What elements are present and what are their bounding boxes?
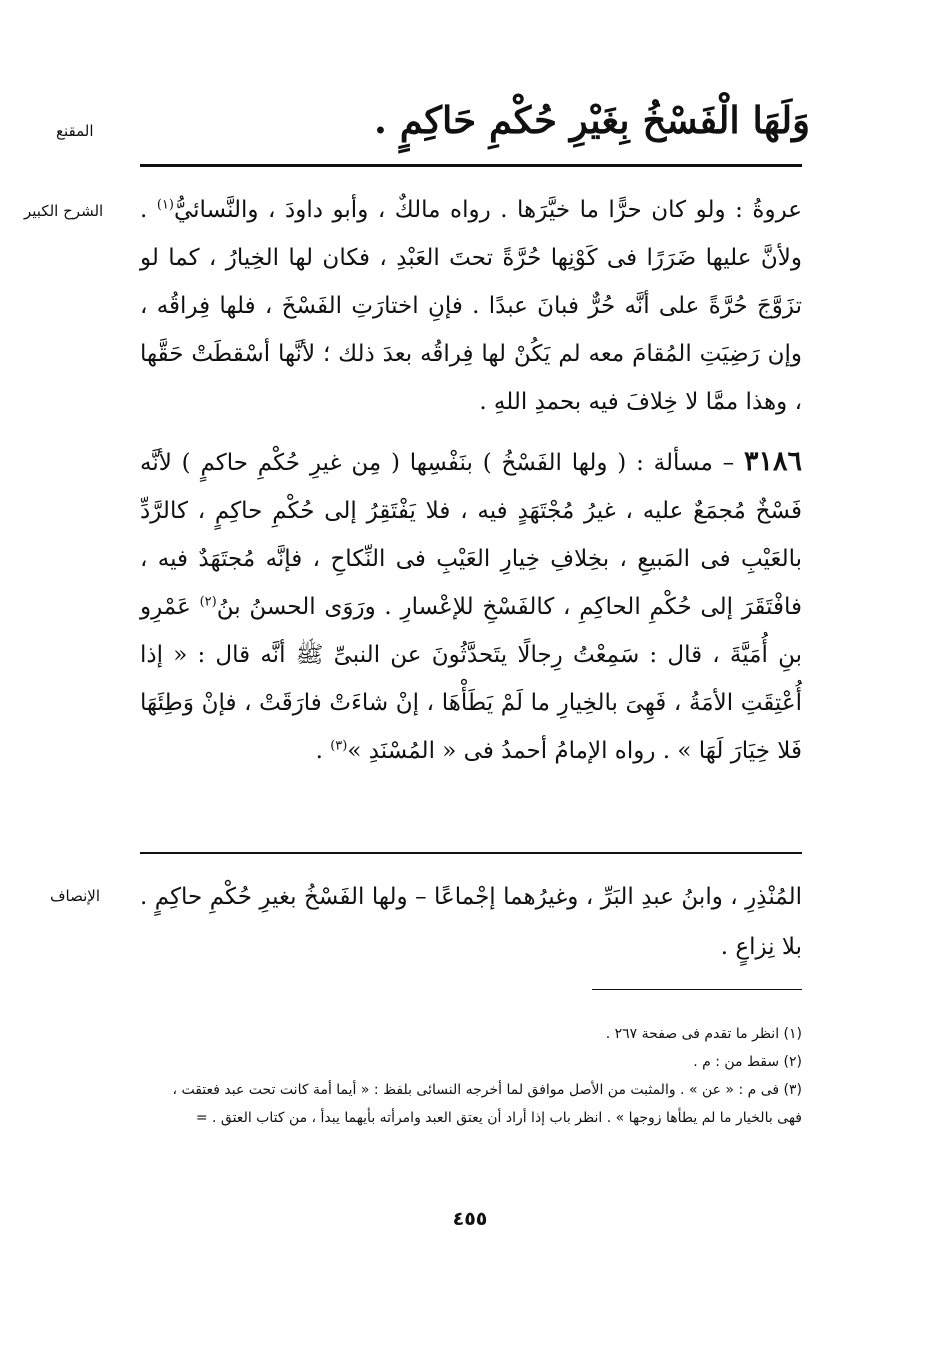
top-rule (140, 164, 802, 167)
insaf-side-label: الإنصاف (50, 887, 101, 905)
muqni-side-label: المقنع (56, 122, 94, 140)
masala-paragraph (140, 438, 802, 775)
insaf-section (140, 872, 802, 972)
sharh-section (140, 186, 802, 775)
matn-text: وَلَهَا الْفَسْخُ بِغَيْرِ حُكْمِ حَاكِمٍ . (374, 98, 810, 142)
footnote: فهى بالخيار ما لم يطأها زوجها » . انظر باب إذا أراد أن يعتق العبد وامرأته بأيهما يبدأ ، من كتاب العتق . = (195, 1110, 802, 1126)
sharh-text: عَمْرِو بنِ أُمَيَّةَ ، قال : سَمِعْتُ رِجالًا يتَحدَّثُونَ عن النبىِّ ﷺ أنَّه قال : « إذا أُعْتِقَتِ الأمَةُ ، فَهِىَ بالخِيارِ ما لَمْ يَطَأْهَا ، إنْ شاءَتْ فارَقَتْ ، فإنْ وَطِئَهَا فَلا خِيَارَ لَهَا » . رواه الإمامُ أحمدُ فى « المُسْنَدِ » (140, 594, 802, 764)
footnote-ref: (٢) (199, 594, 217, 610)
sharh-text: . ولأنَّ عليها ضَرَرًا فى كَوْنِها حُرَّةً تحتَ العَبْدِ ، فكان لها الخِيارُ ، كما لو تزَوَّجَ حُرَّةً على أنَّه حُرٌّ فبانَ عبدًا . فإنِ اختارَتِ الفَسْخَ ، فلها فِراقُه ، وإن رَضِيَتِ المُقامَ معه لم يَكُنْ لها فِراقُه بعدَ ذلك ؛ لأنَّها أسْقطَتْ حَقَّها ، وهذا ممَّا لا خِلافَ فيه بحمدِ اللهِ . (140, 197, 802, 415)
section-rule (140, 852, 802, 854)
footnote: (٣) فى م : « عن » . والمثبت من الأصل موافق لما أخرجه النسائى بلفظ : « أيما أمة كانت تحت عبد فعتقت ، (172, 1082, 802, 1098)
footnote: (١) انظر ما تقدم فى صفحة ٢٦٧ . (605, 1026, 802, 1042)
sharh-text: عروةُ : ولو كان حرًّا ما خيَّرَها . رواه مالكٌ ، وأبو داودَ ، والنَّسائيُّ (173, 197, 802, 223)
sharh-text: – مسألة : ( ولها الفَسْخُ ) بنَفْسِها ( مِن غيرِ حُكْمِ حاكمٍ ) لأنَّه فَسْخٌ مُجمَعٌ عليه ، غيرُ مُجْتَهَدٍ فيه ، فلا يَفْتَقِرُ إلى حُكْمِ حاكِمٍ ، كالرَّدِّ بالعَيْبِ فى المَبيعِ ، بخِلافِ خِيارِ العَيْبِ فى النِّكاحِ ، فإنَّه مُجتَهَدٌ فيه ، فافْتَقَرَ إلى حُكْمِ الحاكِمِ ، كالفَسْخِ للإعْسارِ . ورَوَى الحسنُ بنُ (140, 450, 802, 620)
masala-number: ٣١٨٦ (743, 446, 802, 477)
sharh-text: . (315, 738, 331, 764)
sharh-side-label: الشرح الكبير (24, 202, 104, 220)
page-number: ٤٥٥ (452, 1208, 488, 1230)
footnotes (130, 1020, 802, 1132)
insaf-text: المُنْذِرِ ، وابنُ عبدِ البَرِّ ، وغيرُهما إجْماعًا – ولها الفَسْخُ بغيرِ حُكْمِ حاكِمٍ . بلا نِزاعٍ . (140, 884, 802, 960)
sharh-paragraph (140, 186, 802, 426)
footnote: (٢) سقط من : م . (693, 1054, 802, 1070)
footnote-ref: (٣) (330, 738, 348, 754)
footnote-rule (592, 989, 802, 990)
footnote-ref: (١) (156, 197, 174, 213)
